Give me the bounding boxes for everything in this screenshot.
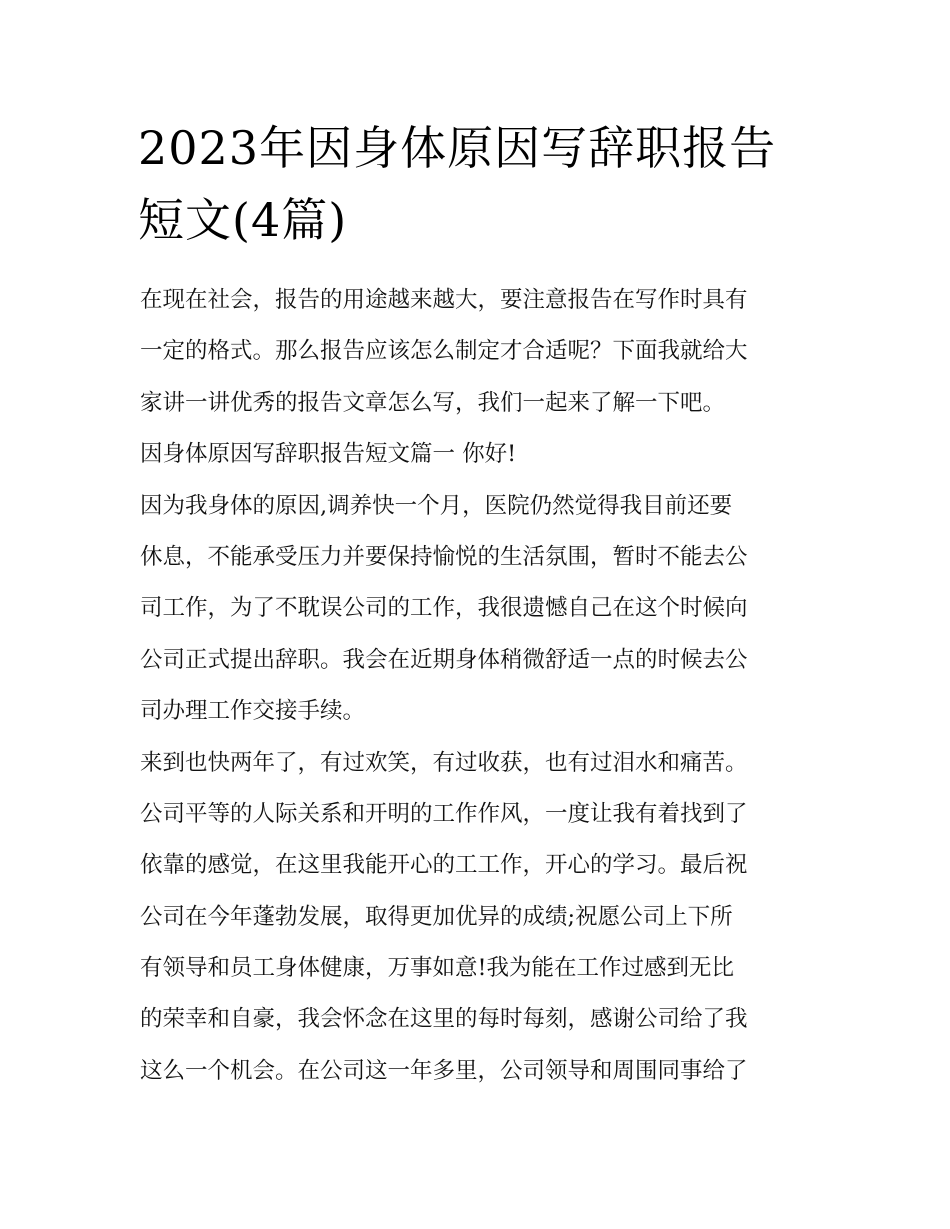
title-line-1: 2023年因身体原因写辞职报告 [138, 121, 777, 175]
document-title [138, 112, 818, 256]
body-line: 在现在社会，报告的用途越来越大，要注意报告在写作时具有 [140, 287, 748, 313]
body-line: 来到也快两年了，有过欢笑，有过收获，也有过泪水和痛苦。 [140, 749, 748, 776]
body-line: 公司正式提出辞职。我会在近期身体稍微舒适一点的时候去公 [140, 646, 748, 673]
body-line: 休息，不能承受压力并要保持愉悦的生活氛围，暂时不能去公 [140, 543, 748, 570]
section-heading-line: 因身体原因写辞职报告短文篇一 你好! [140, 441, 517, 468]
body-line: 公司平等的人际关系和开明的工作作风，一度让我有着找到了 [140, 800, 748, 827]
body-line: 这么一个机会。在公司这一年多里，公司领导和周围同事给了 [140, 1057, 748, 1084]
body-line: 公司在今年蓬勃发展，取得更加优异的成绩;祝愿公司上下所 [140, 903, 733, 930]
body-line: 家讲一讲优秀的报告文章怎么写，我们一起来了解一下吧。 [140, 389, 726, 416]
body-line: 司办理工作交接手续。 [140, 698, 366, 725]
body-line: 有领导和员工身体健康，万事如意!我为能在工作过感到无比 [140, 955, 735, 982]
body-line: 的荣幸和自豪，我会怀念在这里的每时每刻，感谢公司给了我 [140, 1006, 748, 1033]
body-line: 因为我身体的原因,调养快一个月，医院仍然觉得我目前还要 [140, 492, 733, 519]
body-line: 依靠的感觉，在这里我能开心的工工作，开心的学习。最后祝 [140, 852, 748, 879]
title-line-2: 短文(4篇) [138, 193, 348, 247]
document-body [140, 282, 820, 1104]
body-line: 一定的格式。那么报告应该怎么制定才合适呢？下面我就给大 [140, 338, 748, 365]
body-line: 司工作，为了不耽误公司的工作，我很遗憾自己在这个时候向 [140, 595, 748, 622]
